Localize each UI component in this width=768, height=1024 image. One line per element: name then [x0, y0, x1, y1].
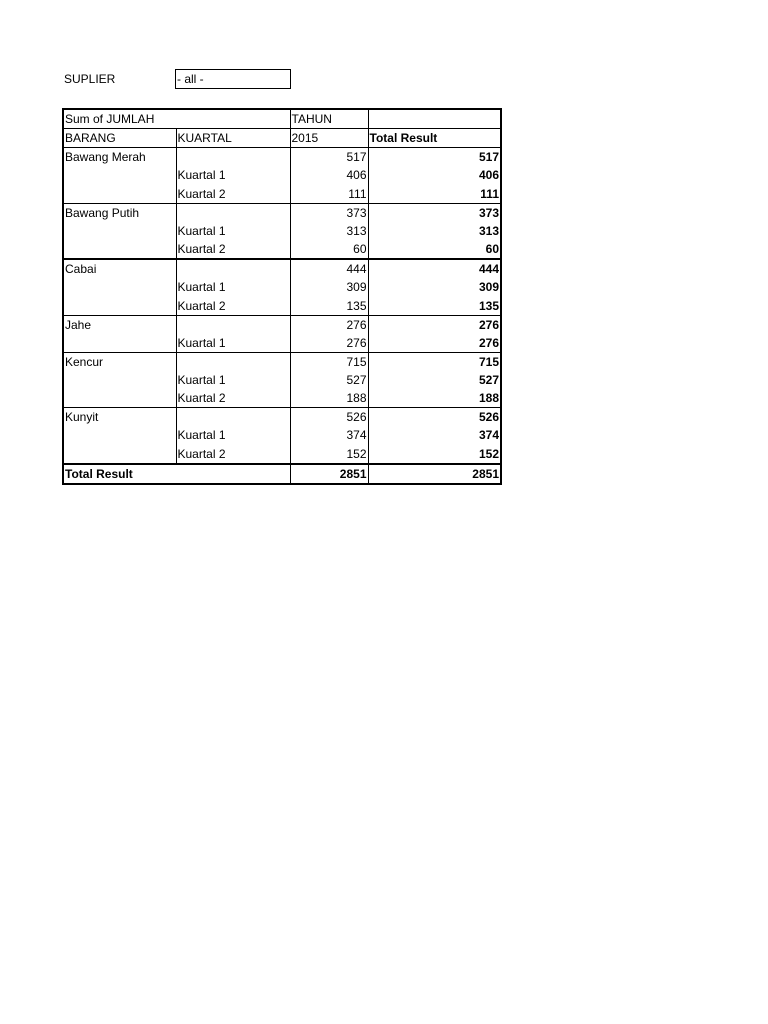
pivot-header-row-1 [63, 109, 501, 129]
pivot-row-field-barang[interactable]: BARANG [63, 129, 176, 148]
total-cell: 135 [368, 297, 501, 316]
value-cell: 406 [290, 166, 368, 185]
total-cell: 152 [368, 445, 501, 464]
value-cell: 60 [290, 240, 368, 259]
table-row [63, 203, 501, 222]
total-cell: 188 [368, 389, 501, 408]
pivot-header-row-2 [63, 129, 501, 148]
table-row [63, 185, 501, 204]
value-cell: 373 [290, 203, 368, 222]
table-row [63, 222, 501, 241]
total-cell: 527 [368, 371, 501, 390]
table-row [63, 315, 501, 334]
kuartal-cell[interactable]: Kuartal 2 [176, 445, 290, 464]
barang-cell[interactable] [63, 278, 176, 297]
table-row [63, 148, 501, 167]
table-row [63, 334, 501, 353]
value-cell: 111 [290, 185, 368, 204]
total-cell: 373 [368, 203, 501, 222]
table-row [63, 389, 501, 408]
table-row [63, 408, 501, 427]
kuartal-cell[interactable]: Kuartal 1 [176, 222, 290, 241]
total-cell: 517 [368, 148, 501, 167]
total-cell: 111 [368, 185, 501, 204]
barang-cell[interactable]: Kencur [63, 352, 176, 371]
barang-cell[interactable]: Cabai [63, 259, 176, 278]
value-cell: 152 [290, 445, 368, 464]
barang-cell[interactable] [63, 166, 176, 185]
value-cell: 313 [290, 222, 368, 241]
barang-cell[interactable] [63, 389, 176, 408]
value-cell: 276 [290, 315, 368, 334]
value-cell: 188 [290, 389, 368, 408]
grand-total-label: Total Result [63, 464, 290, 484]
total-cell: 276 [368, 334, 501, 353]
table-row [63, 426, 501, 445]
value-cell: 444 [290, 259, 368, 278]
pivot-column-year[interactable]: 2015 [290, 129, 368, 148]
total-cell: 313 [368, 222, 501, 241]
grand-total-total: 2851 [368, 464, 501, 484]
barang-cell[interactable]: Bawang Putih [63, 203, 176, 222]
kuartal-cell[interactable] [176, 315, 290, 334]
table-row [63, 240, 501, 259]
barang-cell[interactable] [63, 426, 176, 445]
total-cell: 276 [368, 315, 501, 334]
table-row [63, 352, 501, 371]
kuartal-cell[interactable]: Kuartal 1 [176, 166, 290, 185]
kuartal-cell[interactable]: Kuartal 1 [176, 426, 290, 445]
kuartal-cell[interactable]: Kuartal 2 [176, 297, 290, 316]
value-cell: 526 [290, 408, 368, 427]
grand-total-value: 2851 [290, 464, 368, 484]
pivot-table [62, 108, 502, 485]
supplier-filter-dropdown[interactable]: - all - [175, 69, 291, 89]
pivot-header-empty [368, 109, 501, 129]
barang-cell[interactable] [63, 371, 176, 390]
table-row [63, 278, 501, 297]
total-cell: 526 [368, 408, 501, 427]
grand-total-row [63, 464, 501, 484]
barang-cell[interactable] [63, 334, 176, 353]
table-row [63, 371, 501, 390]
kuartal-cell[interactable] [176, 259, 290, 278]
barang-cell[interactable] [63, 445, 176, 464]
value-cell: 135 [290, 297, 368, 316]
table-row [63, 166, 501, 185]
barang-cell[interactable] [63, 222, 176, 241]
barang-cell[interactable] [63, 297, 176, 316]
kuartal-cell[interactable] [176, 352, 290, 371]
barang-cell[interactable] [63, 240, 176, 259]
table-row [63, 259, 501, 278]
kuartal-cell[interactable] [176, 203, 290, 222]
total-cell: 406 [368, 166, 501, 185]
total-cell: 309 [368, 278, 501, 297]
barang-cell[interactable]: Bawang Merah [63, 148, 176, 167]
value-cell: 517 [290, 148, 368, 167]
barang-cell[interactable]: Jahe [63, 315, 176, 334]
barang-cell[interactable] [63, 185, 176, 204]
kuartal-cell[interactable]: Kuartal 2 [176, 185, 290, 204]
total-cell: 60 [368, 240, 501, 259]
table-row [63, 297, 501, 316]
pivot-row-field-kuartal[interactable]: KUARTAL [176, 129, 290, 148]
kuartal-cell[interactable]: Kuartal 2 [176, 389, 290, 408]
kuartal-cell[interactable] [176, 148, 290, 167]
pivot-column-total-header: Total Result [368, 129, 501, 148]
table-row [63, 445, 501, 464]
barang-cell[interactable]: Kunyit [63, 408, 176, 427]
total-cell: 715 [368, 352, 501, 371]
supplier-filter-label: SUPLIER [64, 72, 116, 86]
total-cell: 374 [368, 426, 501, 445]
kuartal-cell[interactable]: Kuartal 1 [176, 278, 290, 297]
kuartal-cell[interactable]: Kuartal 1 [176, 334, 290, 353]
value-cell: 374 [290, 426, 368, 445]
pivot-column-field-label[interactable]: TAHUN [290, 109, 368, 129]
value-cell: 527 [290, 371, 368, 390]
pivot-data-field-label[interactable]: Sum of JUMLAH [65, 112, 155, 126]
kuartal-cell[interactable]: Kuartal 2 [176, 240, 290, 259]
kuartal-cell[interactable]: Kuartal 1 [176, 371, 290, 390]
kuartal-cell[interactable] [176, 408, 290, 427]
value-cell: 276 [290, 334, 368, 353]
value-cell: 715 [290, 352, 368, 371]
value-cell: 309 [290, 278, 368, 297]
total-cell: 444 [368, 259, 501, 278]
